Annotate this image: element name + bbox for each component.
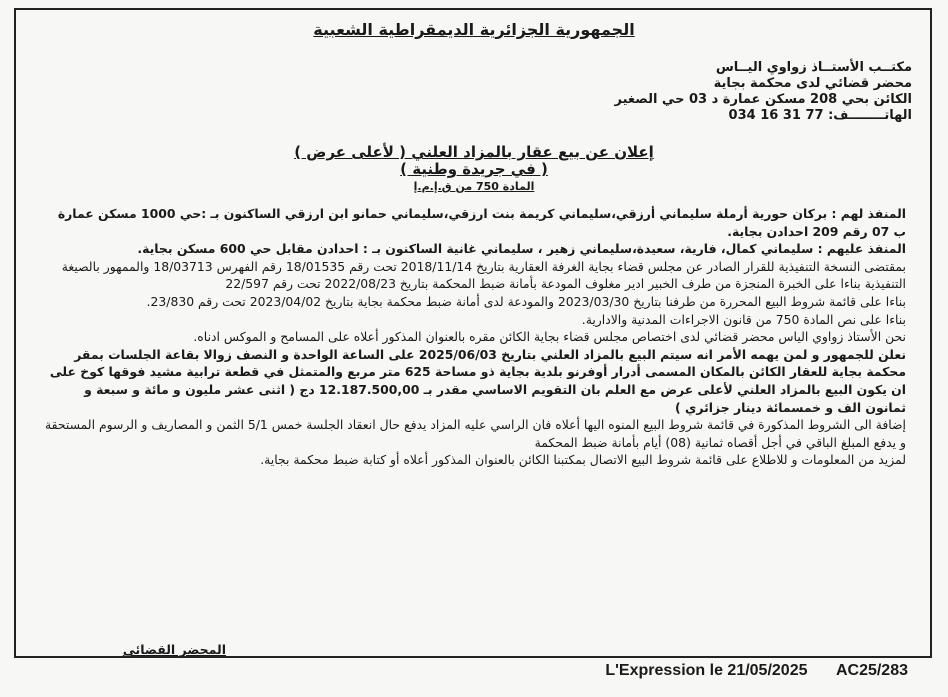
republic-header: الجمهورية الجزائرية الديمقراطية الشعبية: [313, 20, 635, 39]
paragraph-bailiff: نحن الأستاذ زواوي الياس محضر قضائي لدى اختصاص مجلس قضاء بجاية الكائن مقره بالعنوان المذكور أعلاه على المسامح و الموكس ادناه.: [193, 329, 906, 345]
paragraph-information: لمزيد من المعلومات و للاطلاع على قائمة شروط البيع الاتصال بمكتبنا الكائن بالعنوان المذكور أعلاه أو كتابة ضبط محكمة بجاية.: [260, 452, 906, 468]
bailiff-signature: المحضر القضائي: [122, 642, 226, 657]
paragraph-enforcement: بمقتضى النسخة التنفيذية للقرار الصادر عن مجلس قضاء بجاية الغرفة العقارية بتاريخ 2018/11/14 تحت رقم 18/01535 رقم الفهرس 18/03713 والممهور بالصيغة التنفيذية بناءا على الخبرة المنجزة من طرف الخبير ادير مغلوف المودعة بأمانة ضبط المحكمة بتاريخ 2022/08/23 تحت رقم 22/597: [61, 258, 906, 292]
publication-reference: AC25/283: [835, 662, 908, 679]
office-role: محضر قضائي لدى محكمة بجاية: [713, 76, 912, 91]
paragraph-conditions: بناءا على قائمة شروط البيع المحررة من طرفنا بتاريخ 2023/03/30 والمودعة لدى أمانة ضبط محكمة بجاية بتاريخ 2023/04/02 تحت رقم 23/830.: [146, 293, 906, 309]
paragraph-legal-basis: بناءا على نص المادة 750 من قانون الاجراءات المدنية والادارية.: [581, 311, 906, 327]
paragraph-sale-announcement: نعلن للجمهور و لمن يهمه الأمر انه سيتم البيع بالمزاد العلني بتاريخ 2025/06/03 على الساعة الواحدة و النصف زوالا بقاعة الجلسات بمقر محكمة بجاية للعقار الكائن بالمكان المسمى أدرار أوفرنو بلدية بجاية ذو مساحة 625 متر مربع والمتمثل في قطعة ترابية مشيد فوقها كوخ على ان يكون البيع بالمزاد العلني لأعلى عرض مع العلم بان التقويم الاساسي مقدر بـ 12.187.500,00 دج ( اثنى عشر مليون و مائة و سبعة و ثمانون الف و خمسمائة دينار جزائري ): [49, 346, 906, 415]
paragraph-creditors: المنفذ لهم : بركان حورية أرملة سليماني أرزقي،سليماني كريمة بنت ارزقي،سليماني حمانو ابن ارزقي الساكنون بـ :حي 1000 مسكن عمارة ب 07 رقم 209 احدادن بجاية.: [57, 206, 906, 239]
notice-body: [44, 205, 906, 469]
bailiff-office-block: [492, 60, 912, 124]
office-address: الكائن بحي 208 مسكن عمارة د 03 حي الصغير: [614, 92, 912, 107]
office-phone: الهاتــــــــف: 77 31 16 034: [728, 108, 912, 123]
publication-footer: [605, 662, 908, 680]
announcement-heading: [0, 144, 948, 195]
publication-date: L'Expression le 21/05/2025: [605, 662, 808, 679]
office-name: مكتــب الأستــاذ زواوي اليــاس: [715, 60, 912, 75]
announcement-title: إعلان عن بيع عقار بالمزاد العلني ( لأعلى عرض ): [294, 143, 654, 161]
announcement-subtitle: ( في جريدة وطنية ): [400, 160, 548, 178]
announcement-article: المادة 750 من ق.إ.م.إ: [413, 180, 535, 193]
paragraph-payment-terms: إضافة الى الشروط المذكورة في قائمة شروط البيع المنوه اليها أعلاه فان الراسي عليه المزاد يدفع حال انعقاد الجلسة خمس 5/1 الثمن و المصاريف و الرسوم المستحقة و يدفع المبلغ الباقي في أجل أقصاه ثمانية (08) أيام بأمانة ضبط المحكمة: [44, 417, 906, 450]
paragraph-debtors: المنفذ عليهم : سليماني كمال، فارية، سعيدة،سليماني زهير ، سليماني غانية الساكنون بـ : احدادن مقابل حي 600 مسكن بجاية.: [137, 241, 906, 257]
